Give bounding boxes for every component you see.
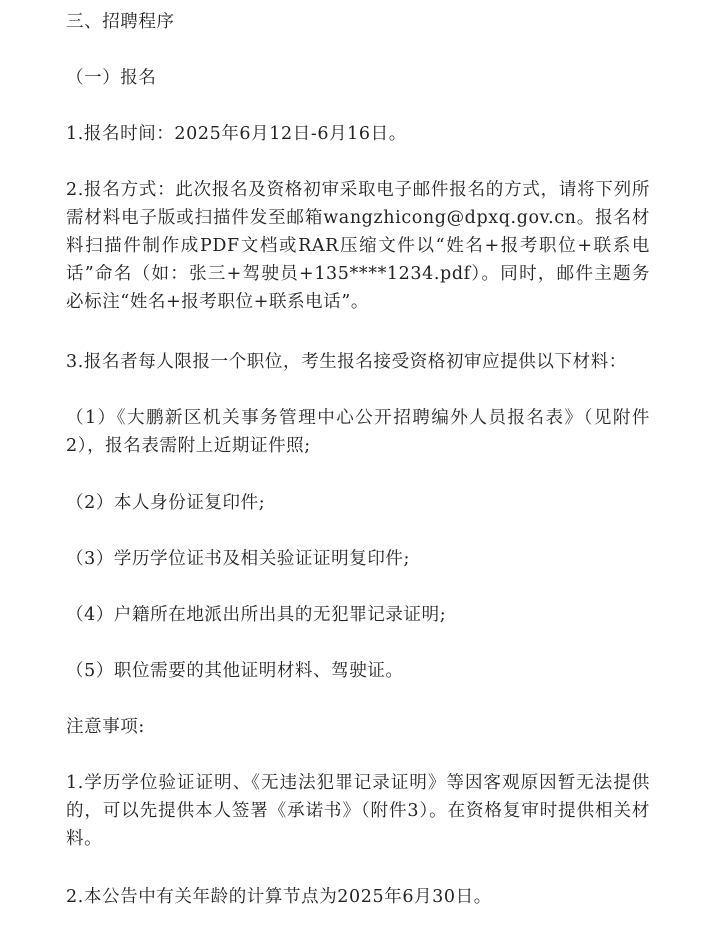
materials-intro: 3.报名者每人限报一个职位，考生报名接受资格初审应提供以下材料： <box>66 352 627 372</box>
material-item: （1）《大鹏新区机关事务管理中心公开招聘编外人员报名表》（见附件2），报名表需附上近期证件照; <box>66 408 650 456</box>
registration-time: 1.报名时间：2025年6月12日-6月16日。 <box>66 124 407 144</box>
registration-method: 2.报名方式：此次报名及资格初审采取电子邮件报名的方式，请将下列所需材料电子版或扫描件发至邮箱wangzhicong@dpxq.gov.cn。报名材料扫描件制作成PDF文档或RAR压缩文件以“姓名+报考职位+联系电话”命名（如：张三+驾驶员+135****1234.pdf）。同时，邮件主题务必标注“姓名+报考职位+联系电话”。 <box>66 180 650 312</box>
material-item: （4）户籍所在地派出所出具的无犯罪记录证明; <box>66 605 447 625</box>
material-item: （3）学历学位证书及相关验证证明复印件; <box>66 549 411 569</box>
section-title: 三、招聘程序 <box>66 12 175 32</box>
material-item: （2）本人身份证复印件; <box>66 493 266 513</box>
notes-title: 注意事项: <box>66 717 145 737</box>
note-item: 2.本公告中有关年龄的计算节点为2025年6月30日。 <box>66 887 492 907</box>
material-item: （5）职位需要的其他证明材料、驾驶证。 <box>66 661 404 681</box>
note-item: 1.学历学位验证证明、《无违法犯罪记录证明》等因客观原因暂无法提供的，可以先提供本人签署《承诺书》（附件3）。在资格复审时提供相关材料。 <box>66 773 650 849</box>
subsection-title: （一）报名 <box>66 68 157 88</box>
